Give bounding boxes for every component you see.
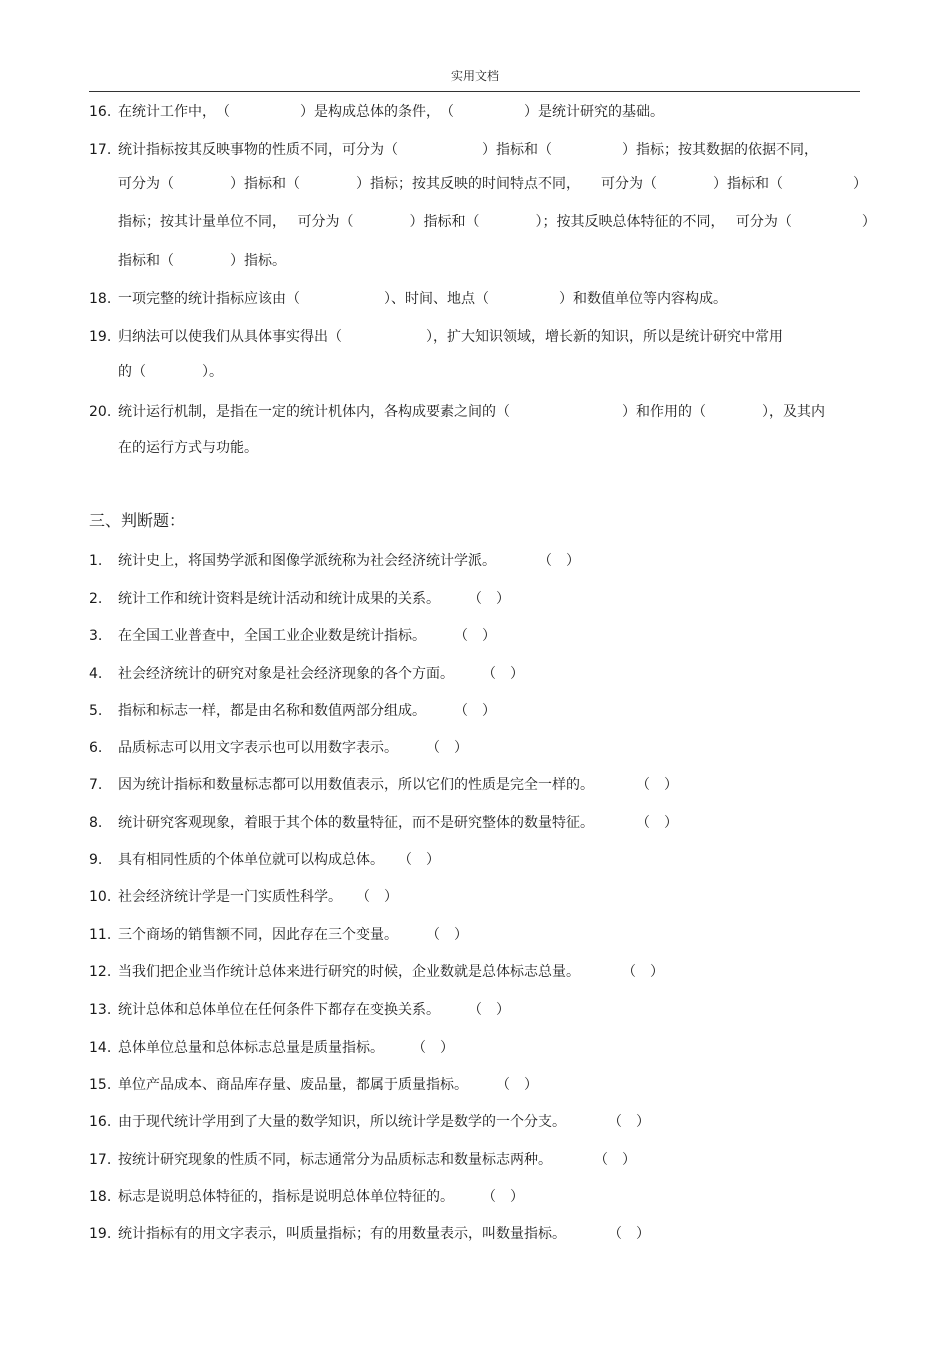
question-number: 8. bbox=[89, 815, 103, 831]
question-number: 11. bbox=[89, 927, 112, 943]
question-number: 3. bbox=[89, 628, 103, 644]
question-text: 归纳法可以使我们从具体事实得出（ ），扩大知识领域，增长新的知识，所以是统计研究中常用 bbox=[118, 329, 783, 345]
question-text-continued: 可分为（ ）指标和（ ）指标；按其反映的时间特点不同， 可分为（ ）指标和（ ） bbox=[118, 176, 867, 192]
question-text: 社会经济统计的研究对象是社会经济现象的各个方面。 （ ） bbox=[118, 666, 524, 682]
question-text-continued: 指标；按其计量单位不同， 可分为（ ）指标和（ ）；按其反映总体特征的不同， 可分为（ ） bbox=[118, 214, 876, 230]
question-text: 统计工作和统计资料是统计活动和统计成果的关系。 （ ） bbox=[118, 591, 510, 607]
question-text-continued: 指标和（ ）指标。 bbox=[118, 253, 286, 269]
question-text: 统计运行机制，是指在一定的统计机体内，各构成要素之间的（ ）和作用的（ ），及其内 bbox=[118, 404, 825, 420]
judgment-question-13 bbox=[89, 1001, 510, 1019]
question-text: 当我们把企业当作统计总体来进行研究的时候，企业数就是总体标志总量。 （ ） bbox=[118, 964, 664, 980]
question-number: 19. bbox=[89, 1226, 112, 1242]
question-text: 单位产品成本、商品库存量、废品量，都属于质量指标。 （ ） bbox=[118, 1077, 538, 1093]
judgment-question-18 bbox=[89, 1188, 524, 1206]
question-text: 统计史上，将国势学派和图像学派统称为社会经济统计学派。 （ ） bbox=[118, 553, 580, 569]
question-number: 9. bbox=[89, 852, 103, 868]
question-number: 18. bbox=[89, 1189, 112, 1205]
fill-question-19 bbox=[89, 328, 783, 346]
question-number: 5. bbox=[89, 703, 103, 719]
judgment-question-3 bbox=[89, 627, 496, 645]
question-text: 统计指标有的用文字表示，叫质量指标；有的用数量表示，叫数量指标。 （ ） bbox=[118, 1226, 650, 1242]
question-text: 因为统计指标和数量标志都可以用数值表示，所以它们的性质是完全一样的。 （ ） bbox=[118, 777, 678, 793]
header-divider bbox=[89, 91, 860, 92]
question-text: 指标和标志一样，都是由名称和数值两部分组成。 （ ） bbox=[118, 703, 496, 719]
question-number: 7. bbox=[89, 777, 103, 793]
judgment-question-1 bbox=[89, 552, 580, 570]
question-text: 在全国工业普查中，全国工业企业数是统计指标。 （ ） bbox=[118, 628, 496, 644]
question-text: 一项完整的统计指标应该由（ ）、时间、地点（ ）和数值单位等内容构成。 bbox=[118, 291, 727, 307]
judgment-question-19 bbox=[89, 1225, 650, 1243]
question-text: 总体单位总量和总体标志总量是质量指标。 （ ） bbox=[118, 1040, 454, 1056]
question-number: 14. bbox=[89, 1040, 112, 1056]
question-number: 12. bbox=[89, 964, 112, 980]
question-text-continued: 在的运行方式与功能。 bbox=[118, 440, 258, 456]
page-header: 实用文档 bbox=[450, 69, 499, 83]
judgment-question-10 bbox=[89, 888, 398, 906]
question-text: 在统计工作中， （ ）是构成总体的条件， （ ）是统计研究的基础。 bbox=[118, 104, 664, 120]
question-number: 19. bbox=[89, 329, 112, 345]
question-number: 1. bbox=[89, 553, 103, 569]
judgment-question-14 bbox=[89, 1039, 454, 1057]
question-text: 品质标志可以用文字表示也可以用数字表示。 （ ） bbox=[118, 740, 468, 756]
question-number: 10. bbox=[89, 889, 112, 905]
question-text: 三个商场的销售额不同，因此存在三个变量。 （ ） bbox=[118, 927, 468, 943]
judgment-question-8 bbox=[89, 814, 678, 832]
fill-question-16 bbox=[89, 103, 664, 121]
fill-question-20 bbox=[89, 403, 825, 421]
judgment-question-16 bbox=[89, 1113, 650, 1131]
question-text-continued: 的（ ）。 bbox=[118, 364, 223, 380]
judgment-question-11 bbox=[89, 926, 468, 944]
question-number: 17. bbox=[89, 142, 112, 158]
judgment-question-7 bbox=[89, 776, 678, 794]
fill-question-17 bbox=[89, 141, 818, 159]
question-number: 6. bbox=[89, 740, 103, 756]
judgment-question-17 bbox=[89, 1151, 636, 1169]
judgment-question-4 bbox=[89, 665, 524, 683]
section-title: 三、判断题： bbox=[89, 511, 186, 530]
question-number: 15. bbox=[89, 1077, 112, 1093]
judgment-question-15 bbox=[89, 1076, 538, 1094]
question-text: 统计指标按其反映事物的性质不同，可分为（ ）指标和（ ）指标；按其数据的依据不同， bbox=[118, 142, 818, 158]
question-text: 按统计研究现象的性质不同，标志通常分为品质标志和数量标志两种。 （ ） bbox=[118, 1152, 636, 1168]
question-number: 18. bbox=[89, 291, 112, 307]
question-text: 标志是说明总体特征的，指标是说明总体单位特征的。 （ ） bbox=[118, 1189, 524, 1205]
question-text: 由于现代统计学用到了大量的数学知识，所以统计学是数学的一个分支。 （ ） bbox=[118, 1114, 650, 1130]
judgment-question-5 bbox=[89, 702, 496, 720]
question-number: 2. bbox=[89, 591, 103, 607]
judgment-question-6 bbox=[89, 739, 468, 757]
question-text: 统计研究客观现象，着眼于其个体的数量特征，而不是研究整体的数量特征。 （ ） bbox=[118, 815, 678, 831]
question-number: 20. bbox=[89, 404, 112, 420]
question-number: 13. bbox=[89, 1002, 112, 1018]
fill-question-18 bbox=[89, 290, 727, 308]
question-text: 社会经济统计学是一门实质性科学。 （ ） bbox=[118, 889, 398, 905]
question-number: 4. bbox=[89, 666, 103, 682]
question-text: 统计总体和总体单位在任何条件下都存在变换关系。 （ ） bbox=[118, 1002, 510, 1018]
judgment-question-2 bbox=[89, 590, 510, 608]
question-number: 17. bbox=[89, 1152, 112, 1168]
question-text: 具有相同性质的个体单位就可以构成总体。 （ ） bbox=[118, 852, 440, 868]
question-number: 16. bbox=[89, 1114, 112, 1130]
question-number: 16. bbox=[89, 104, 112, 120]
judgment-question-9 bbox=[89, 851, 440, 869]
judgment-question-12 bbox=[89, 963, 664, 981]
